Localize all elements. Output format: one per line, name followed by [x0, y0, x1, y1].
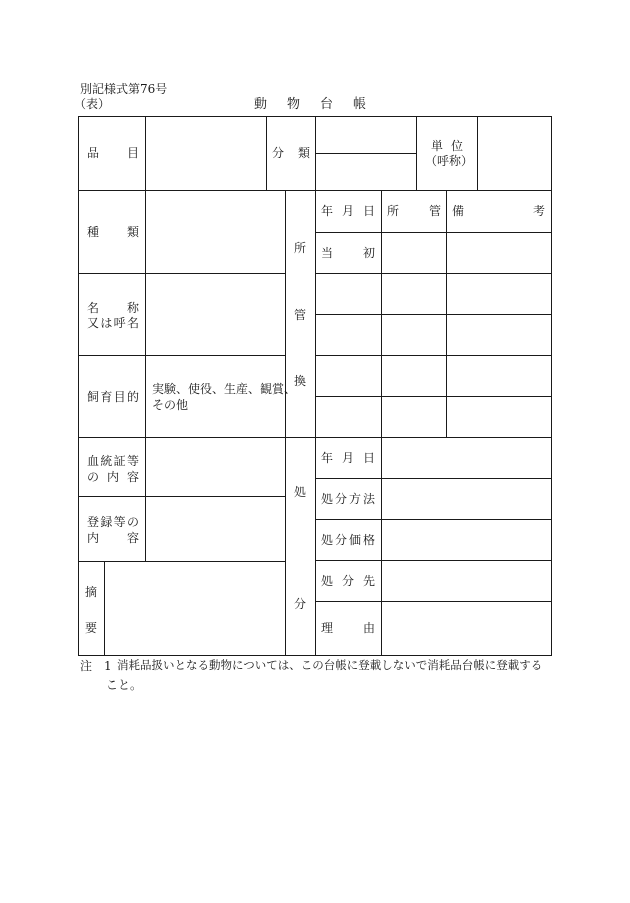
purpose-label: 飼 育 目 的: [87, 390, 139, 404]
category-label: 分 類: [272, 146, 310, 160]
custody-date-header: 年 月 日: [321, 204, 375, 218]
summary-char: 要: [85, 621, 98, 635]
disposal-vertical-char: 分: [294, 597, 307, 611]
custody-vertical-char: 所: [294, 241, 307, 255]
summary-char: 摘: [85, 585, 98, 599]
disposal-price-label: 処 分 価 格: [321, 533, 375, 547]
kind-label: 種 類: [87, 225, 139, 239]
registration-label-line1: 登 録 等 の: [87, 515, 139, 529]
disposal-destination-label: 処 分 先: [321, 574, 375, 588]
unit-sub-label: （呼称）: [425, 154, 474, 168]
form-title: [254, 98, 366, 111]
name-label-line2: 又 は 呼 名: [87, 316, 139, 330]
custody-office-header: 所 管: [387, 204, 441, 218]
name-label-line1: 名 称: [87, 301, 139, 315]
title-char: 台: [319, 97, 333, 112]
title-char: 物: [286, 97, 300, 112]
custody-vertical-char: 管: [294, 308, 307, 322]
form-side: （表）: [74, 97, 111, 111]
purpose-value-line2: その他: [152, 398, 189, 412]
unit-label: 単 位: [431, 139, 463, 153]
note-prefix: 注 1: [80, 659, 112, 673]
note-line2: こと。: [106, 678, 143, 692]
title-char: 帳: [352, 97, 366, 112]
form-number: 別記様式第76号: [80, 82, 168, 96]
pedigree-label-line2: の 内 容: [87, 470, 139, 484]
purpose-value-line1: 実験、使役、生産、観賞、: [152, 382, 297, 396]
registration-label-line2: 内 容: [87, 531, 139, 545]
pedigree-label-line1: 血 統 証 等: [87, 454, 139, 468]
custody-vertical-char: 換: [294, 374, 307, 388]
disposal-reason-label: 理 由: [321, 621, 375, 635]
note-line1: 消耗品扱いとなる動物については、この台帳に登載しないで消耗品台帳に登載する: [117, 658, 543, 672]
item-label: 品 目: [87, 146, 139, 160]
title-char: 動: [254, 97, 268, 112]
disposal-vertical-char: 処: [294, 485, 307, 499]
disposal-method-label: 処 分 方 法: [321, 492, 375, 506]
disposal-date-label: 年 月 日: [321, 451, 375, 465]
custody-remarks-header: 備 考: [452, 204, 545, 218]
custody-initial-label: 当 初: [321, 246, 375, 260]
